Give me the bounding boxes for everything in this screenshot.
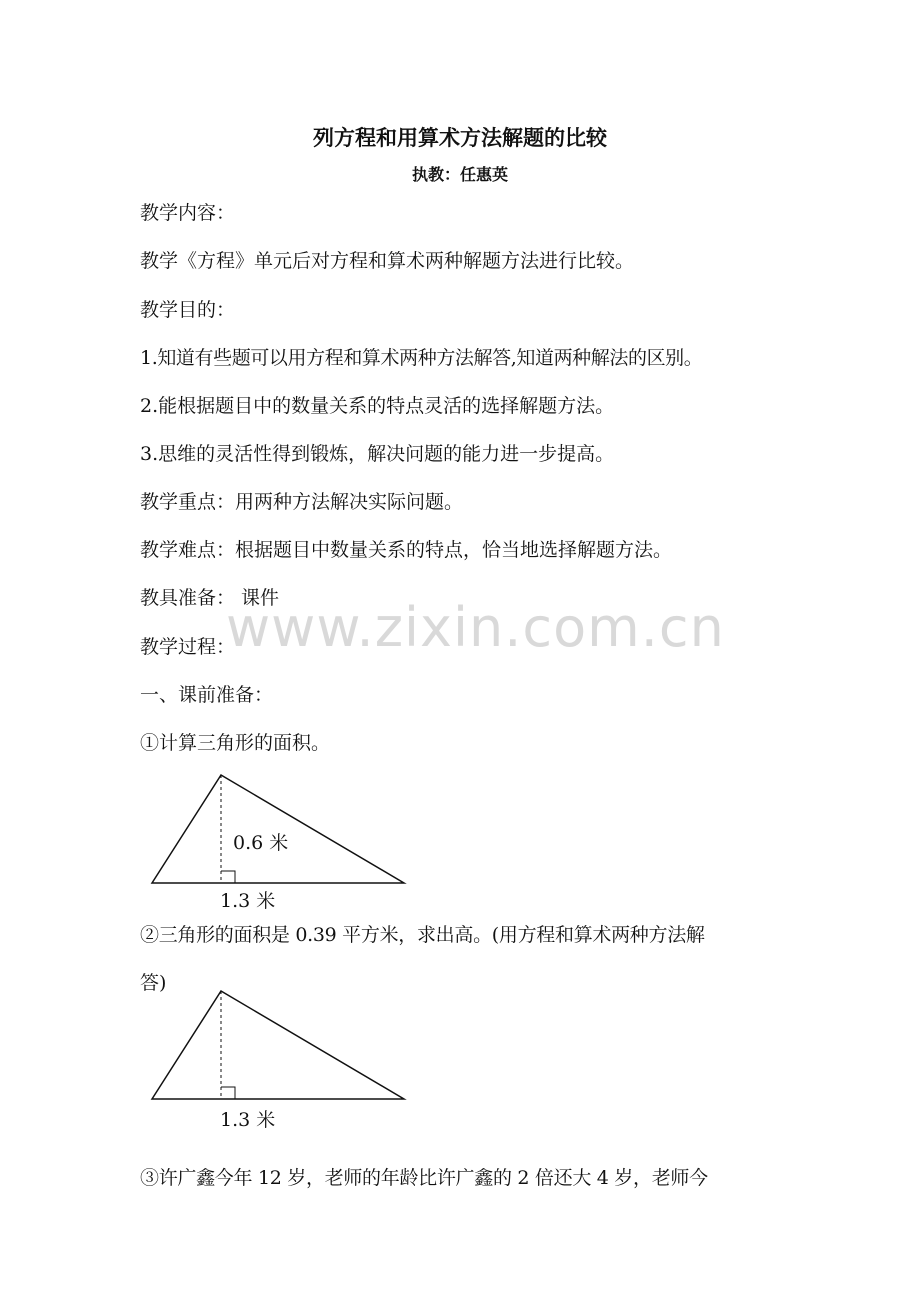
text-line: 2.能根据题目中的数量关系的特点灵活的选择解题方法。 [140, 395, 615, 417]
text-line: 3.思维的灵活性得到锻炼，解决问题的能力进一步提高。 [140, 443, 615, 465]
text-line: 教学内容： [140, 202, 236, 224]
text-line: 1.知道有些题可以用方程和算术两种方法解答,知道两种解法的区别。 [140, 347, 703, 369]
text-line: 教具准备： 课件 [140, 587, 280, 609]
text-line: 教学目的： [140, 299, 236, 321]
watermark: www.zixin.com.cn [226, 596, 725, 659]
teacher-line: 执教：任惠英 [411, 165, 508, 184]
text-line: 教学重点：用两种方法解决实际问题。 [140, 491, 464, 513]
text-line: 一、课前准备： [140, 684, 274, 706]
text-line: ①计算三角形的面积。 [140, 732, 331, 754]
text-line: 教学过程： [140, 636, 236, 658]
base-label: 1.3 米 [220, 890, 276, 912]
text-line: ②三角形的面积是 0.39 平方米，求出高。(用方程和算术两种方法解 [140, 924, 705, 946]
text-line: 教学难点：根据题目中数量关系的特点，恰当地选择解题方法。 [140, 539, 673, 561]
document-title: 列方程和用算术方法解题的比较 [313, 126, 607, 150]
text-line: 答) [140, 972, 167, 994]
text-line: 教学《方程》单元后对方程和算术两种解题方法进行比较。 [140, 250, 635, 272]
height-label: 0.6 米 [233, 832, 289, 854]
base-label: 1.3 米 [220, 1109, 276, 1131]
text-line: ③许广鑫今年 12 岁，老师的年龄比许广鑫的 2 倍还大 4 岁，老师今 [140, 1167, 708, 1189]
